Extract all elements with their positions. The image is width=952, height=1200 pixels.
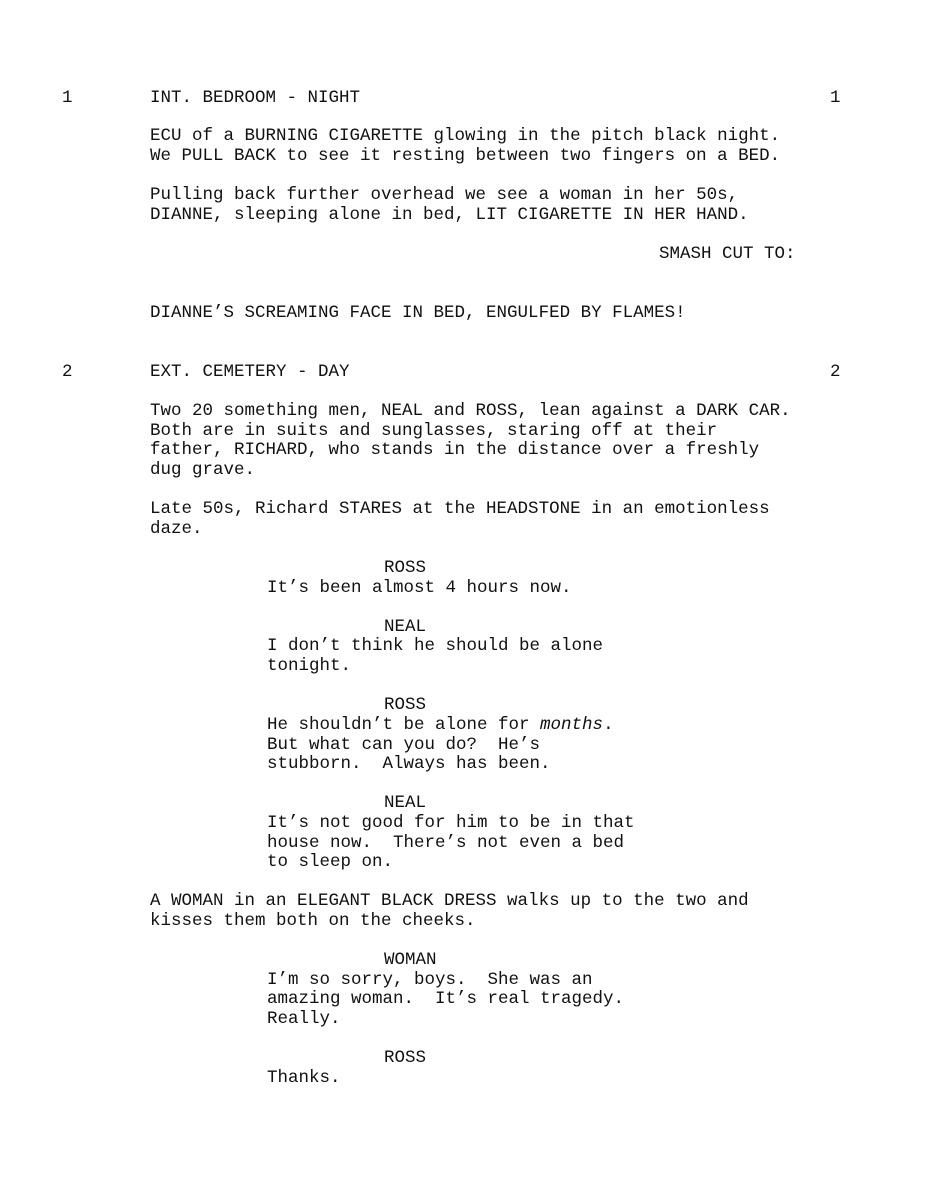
scene-number-right: 2 (830, 362, 841, 382)
action-line: Both are in suits and sunglasses, staring off at their (150, 421, 718, 441)
character-name: NEAL (384, 617, 427, 637)
dialogue-emphasis: months (540, 715, 604, 735)
dialogue-text: He shouldn’t be alone for (267, 715, 541, 735)
dialogue-line: But what can you do? He’s (267, 735, 541, 755)
action-line: daze. (150, 519, 203, 539)
character-name: ROSS (384, 558, 427, 578)
transition: SMASH CUT TO: (659, 244, 796, 264)
dialogue-line (267, 716, 614, 736)
dialogue-line: I’m so sorry, boys. She was an (267, 970, 593, 990)
action-line: Pulling back further overhead we see a woman in her 50s, (150, 185, 739, 205)
action-line: dug grave. (150, 460, 256, 480)
action-line: A WOMAN in an ELEGANT BLACK DRESS walks up to the two and (150, 891, 749, 911)
action-line: father, RICHARD, who stands in the distance over a freshly (150, 440, 760, 460)
scene-number-right: 1 (830, 88, 841, 108)
action-line: ECU of a BURNING CIGARETTE glowing in the pitch black night. (150, 126, 781, 146)
dialogue-line: Really. (267, 1009, 341, 1029)
action-line: kisses them both on the cheeks. (150, 911, 476, 931)
character-name: WOMAN (384, 950, 437, 970)
dialogue-line: I don’t think he should be alone (267, 636, 604, 656)
scene-heading: EXT. CEMETERY - DAY (150, 362, 350, 382)
action-line: Late 50s, Richard STARES at the HEADSTONE in an emotionless (150, 499, 770, 519)
dialogue-line: tonight. (267, 656, 352, 676)
character-name: ROSS (384, 695, 427, 715)
character-name: NEAL (384, 793, 427, 813)
dialogue-line: to sleep on. (267, 852, 394, 872)
dialogue-text: . (603, 715, 614, 735)
dialogue-line: house now. There’s not even a bed (267, 833, 625, 853)
dialogue-line: amazing woman. It’s real tragedy. (267, 989, 625, 1009)
scene-number-left: 1 (62, 88, 73, 108)
action-line: DIANNE’S SCREAMING FACE IN BED, ENGULFED BY FLAMES! (150, 303, 686, 323)
action-line: We PULL BACK to see it resting between two fingers on a BED. (150, 146, 781, 166)
action-line: DIANNE, sleeping alone in bed, LIT CIGARETTE IN HER HAND. (150, 205, 749, 225)
dialogue-line: Thanks. (267, 1068, 341, 1088)
scene-number-left: 2 (62, 362, 73, 382)
character-name: ROSS (384, 1048, 427, 1068)
dialogue-line: It’s been almost 4 hours now. (267, 578, 572, 598)
dialogue-line: stubborn. Always has been. (267, 754, 551, 774)
action-line: Two 20 something men, NEAL and ROSS, lean against a DARK CAR. (150, 401, 791, 421)
scene-heading: INT. BEDROOM - NIGHT (150, 88, 361, 108)
dialogue-line: It’s not good for him to be in that (267, 813, 635, 833)
